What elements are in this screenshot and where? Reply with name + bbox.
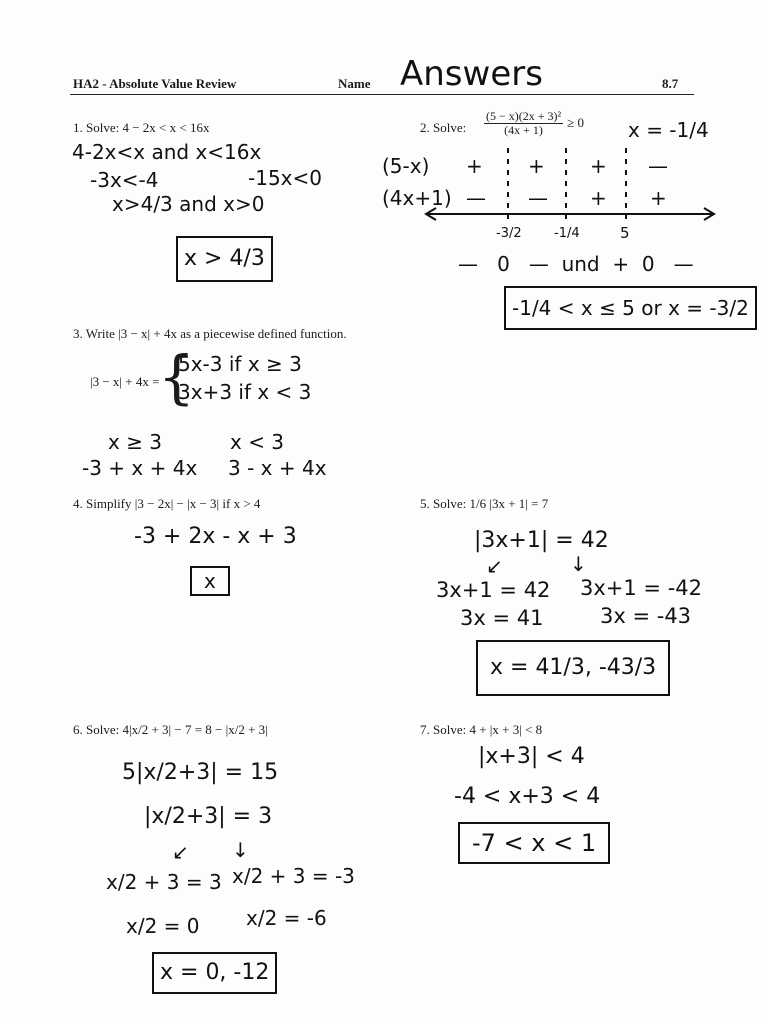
p6-arrow-left-icon: ↙	[172, 840, 189, 864]
name-value: Answers	[400, 54, 543, 94]
p1-work-line4: x>4/3 and x>0	[112, 192, 265, 216]
p7-work-line1: |x+3| < 4	[478, 744, 585, 769]
p6-left-line3: x/2 + 3 = 3	[106, 870, 222, 894]
p2-row1-sign1: +	[466, 154, 483, 178]
p2-numerator: (5 − x)(2x + 3)²	[486, 109, 562, 123]
p4-work-line: -3 + 2x - x + 3	[134, 524, 297, 549]
p2-row2-sign1: —	[466, 186, 486, 210]
name-label: Name	[338, 76, 371, 91]
p3-brace-icon: {	[158, 343, 195, 411]
p2-tick-2: -1/4	[554, 226, 580, 241]
p3-case1: 5x-3 if x ≥ 3	[178, 352, 302, 376]
p2-inequality	[484, 110, 584, 136]
section-number: 8.7	[662, 76, 679, 91]
p7-work-line2: -4 < x+3 < 4	[454, 784, 601, 809]
p3-prompt: 3. Write |3 − x| + 4x as a piecewise defined function.	[73, 326, 347, 341]
p4-answer-box: x	[190, 566, 230, 596]
p2-row2-sign2: —	[528, 186, 548, 210]
p2-prompt-label: 2. Solve:	[420, 120, 467, 135]
p5-right-line3: 3x = -43	[600, 604, 692, 628]
course-title: HA2 - Absolute Value Review	[73, 76, 237, 91]
p2-answer-box: -1/4 < x ≤ 5 or x = -3/2	[504, 286, 757, 330]
p7-answer-box: -7 < x < 1	[458, 822, 610, 864]
p2-row1-label: (5-x)	[382, 154, 430, 178]
p1-work-line3: -15x<0	[248, 166, 322, 190]
p6-right-line4: x/2 = -6	[246, 906, 327, 930]
p3-work-right-2: 3 - x + 4x	[228, 456, 327, 480]
p1-answer-box: x > 4/3	[176, 236, 273, 282]
p5-arrow-left-icon: ↙	[486, 554, 503, 578]
p6-work-line2: |x/2+3| = 3	[144, 804, 273, 829]
p2-side-note: x = -1/4	[628, 118, 709, 142]
p2-row1-sign3: +	[590, 154, 607, 178]
p3-work-left-2: -3 + x + 4x	[82, 456, 198, 480]
p7-prompt: 7. Solve: 4 + |x + 3| < 8	[420, 722, 543, 737]
p3-work-right-1: x < 3	[230, 430, 285, 454]
p3-lhs: |3 − x| + 4x =	[90, 374, 160, 389]
p2-row2-label: (4x+1)	[382, 186, 452, 210]
p2-row2-sign3: +	[590, 186, 607, 210]
p6-prompt: 6. Solve: 4|x/2 + 3| − 7 = 8 − |x/2 + 3|	[73, 722, 268, 737]
p2-result-row: — 0 — und + 0 —	[458, 252, 694, 276]
p5-left-line3: 3x = 41	[460, 606, 544, 630]
p5-arrow-right-icon: ↓	[570, 552, 587, 576]
p2-row1-sign2: +	[528, 154, 545, 178]
p2-denominator: (4x + 1)	[504, 122, 543, 137]
p1-prompt: 1. Solve: 4 − 2x < x < 16x	[73, 120, 210, 135]
p5-right-line2: 3x+1 = -42	[580, 576, 702, 600]
p5-left-line2: 3x+1 = 42	[436, 578, 551, 602]
p4-prompt: 4. Simplify |3 − 2x| − |x − 3| if x > 4	[73, 496, 261, 511]
p6-answer-box: x = 0, -12	[152, 952, 277, 994]
p3-case2: 3x+3 if x < 3	[178, 380, 312, 404]
p3-work-left-1: x ≥ 3	[108, 430, 163, 454]
p6-arrow-right-icon: ↓	[232, 838, 249, 862]
p6-right-line3: x/2 + 3 = -3	[232, 864, 355, 888]
p5-prompt: 5. Solve: 1/6 |3x + 1| = 7	[420, 496, 549, 511]
p1-work-line2: -3x<-4	[90, 168, 159, 192]
p2-tick-3: 5	[620, 224, 630, 242]
p2-tick-1: -3/2	[496, 226, 522, 241]
p2-row2-sign4: +	[650, 186, 667, 210]
p6-left-line4: x/2 = 0	[126, 914, 200, 938]
p2-relation: ≥ 0	[567, 114, 585, 130]
p2-fraction	[484, 110, 563, 136]
p2-sign-chart	[420, 148, 720, 238]
p6-work-line1: 5|x/2+3| = 15	[122, 760, 279, 785]
p5-answer-box: x = 41/3, -43/3	[476, 640, 670, 696]
p5-work-line1: |3x+1| = 42	[474, 528, 609, 553]
header-rule	[70, 94, 694, 95]
p2-row1-sign4: —	[648, 154, 668, 178]
p1-work-line1: 4-2x<x and x<16x	[72, 140, 262, 164]
